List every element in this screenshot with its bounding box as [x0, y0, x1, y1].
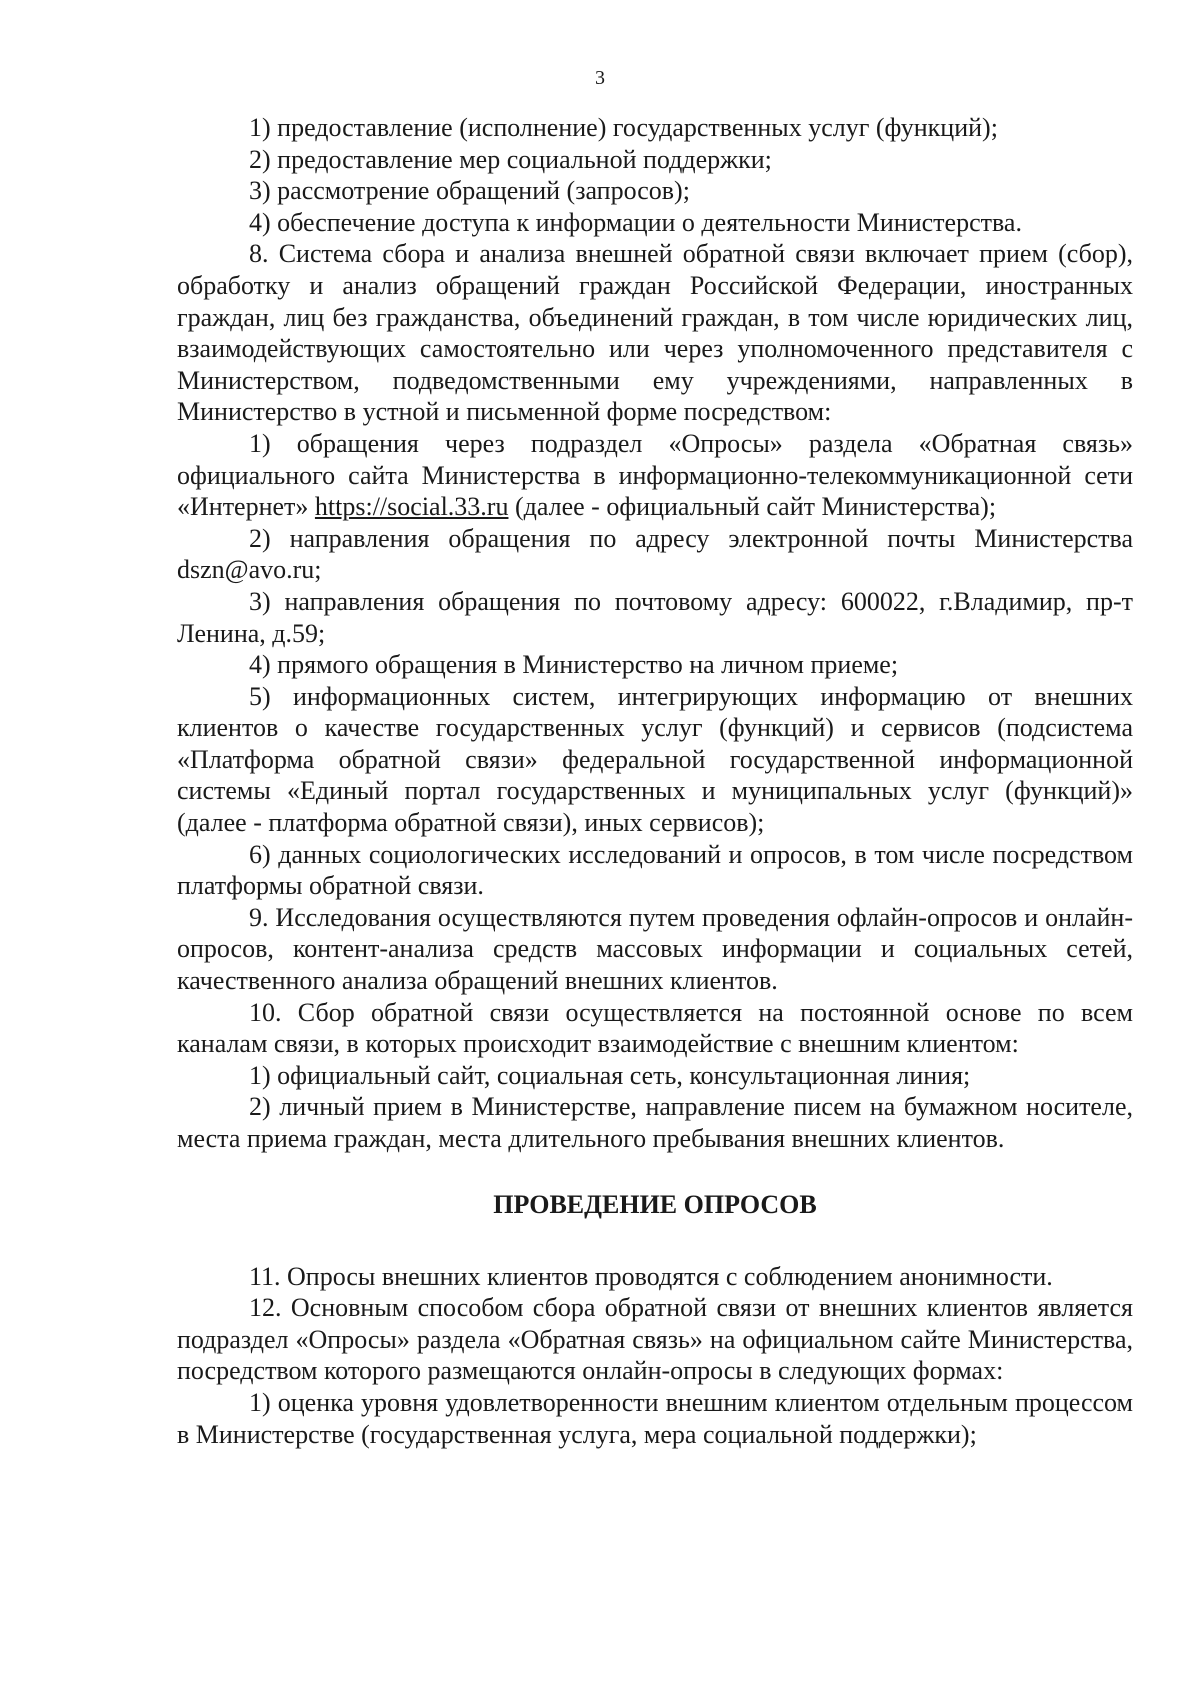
paragraph: 5) информационных систем, интегрирующих информацию от внешних клиентов о качестве государственных услуг (функций) и сервисов (подсистема «Платформа обратной связи» федеральной государственной информационной системы «Единый портал государственных и муниципальных услуг (функций)» (далее - платформа обратной связи), иных сервисов); — [177, 681, 1133, 838]
paragraph: 12. Основным способом сбора обратной связи от внешних клиентов является подраздел «Опросы» раздела «Обратная связь» на официальном сайте Министерства, посредством которого размещаются онлайн-опросы в следующих формах: — [177, 1293, 1133, 1386]
document-body — [177, 112, 1133, 1450]
paragraph: 1) официальный сайт, социальная сеть, консультационная линия; — [249, 1060, 971, 1090]
paragraph: 11. Опросы внешних клиентов проводятся с соблюдением анонимности. — [249, 1261, 1053, 1291]
paragraph: 4) обеспечение доступа к информации о деятельности Министерства. — [249, 207, 1022, 237]
paragraph: 10. Сбор обратной связи осуществляется на постоянной основе по всем каналам связи, в которых происходит взаимодействие с внешним клиентом: — [177, 997, 1133, 1059]
paragraph-official-site — [177, 428, 1133, 523]
paragraph: 3) рассмотрение обращений (запросов); — [249, 176, 690, 206]
paragraph: 3) направления обращения по почтовому адресу: 600022, г.Владимир, пр-т Ленина, д.59; — [177, 586, 1133, 648]
paragraph-text: (далее - официальный сайт Министерства); — [508, 492, 997, 522]
paragraph: 1) оценка уровня удовлетворенности внешним клиентом отдельным процессом в Министерстве (государственная услуга, мера социальной поддержки); — [177, 1387, 1133, 1449]
paragraph-text: 1) обращения через подраздел «Опросы» раздела «Обратная связь» официального сайта Министерства в информационно-телекоммуникационной сети «Интернет» — [177, 428, 1133, 522]
paragraph: 9. Исследования осуществляются путем проведения офлайн-опросов и онлайн-опросов, контент-анализа средств массовых информации и социальных сетей, качественного анализа обращений внешних клиентов. — [177, 902, 1133, 996]
website-link[interactable]: https://social.33.ru — [314, 492, 509, 522]
paragraph: 8. Система сбора и анализа внешней обратной связи включает прием (сбор), обработку и анализ обращений граждан Российской Федерации, иностранных граждан, лиц без гражданства, объединений граждан, в том числе юридических лиц, взаимодействующих самостоятельно или через уполномоченного представителя с Министерством, подведомственными ему учреждениями, направленных в Министерство в устной и письменной форме посредством: — [177, 239, 1133, 427]
page-number: 3 — [595, 67, 605, 89]
paragraph: 1) предоставление (исполнение) государственных услуг (функций); — [249, 113, 998, 142]
paragraph: 2) направления обращения по адресу электронной почты Министерства dszn@avo.ru; — [177, 523, 1133, 585]
paragraph: 2) предоставление мер социальной поддержки; — [249, 144, 772, 174]
section-heading: ПРОВЕДЕНИЕ ОПРОСОВ — [493, 1189, 817, 1219]
paragraph: 4) прямого обращения в Министерство на личном приеме; — [249, 650, 899, 680]
paragraph: 6) данных социологических исследований и опросов, в том числе посредством платформы обратной связи. — [177, 839, 1133, 901]
paragraph: 2) личный прием в Министерстве, направление писем на бумажном носителе, места приема граждан, места длительного пребывания внешних клиентов. — [177, 1092, 1133, 1153]
